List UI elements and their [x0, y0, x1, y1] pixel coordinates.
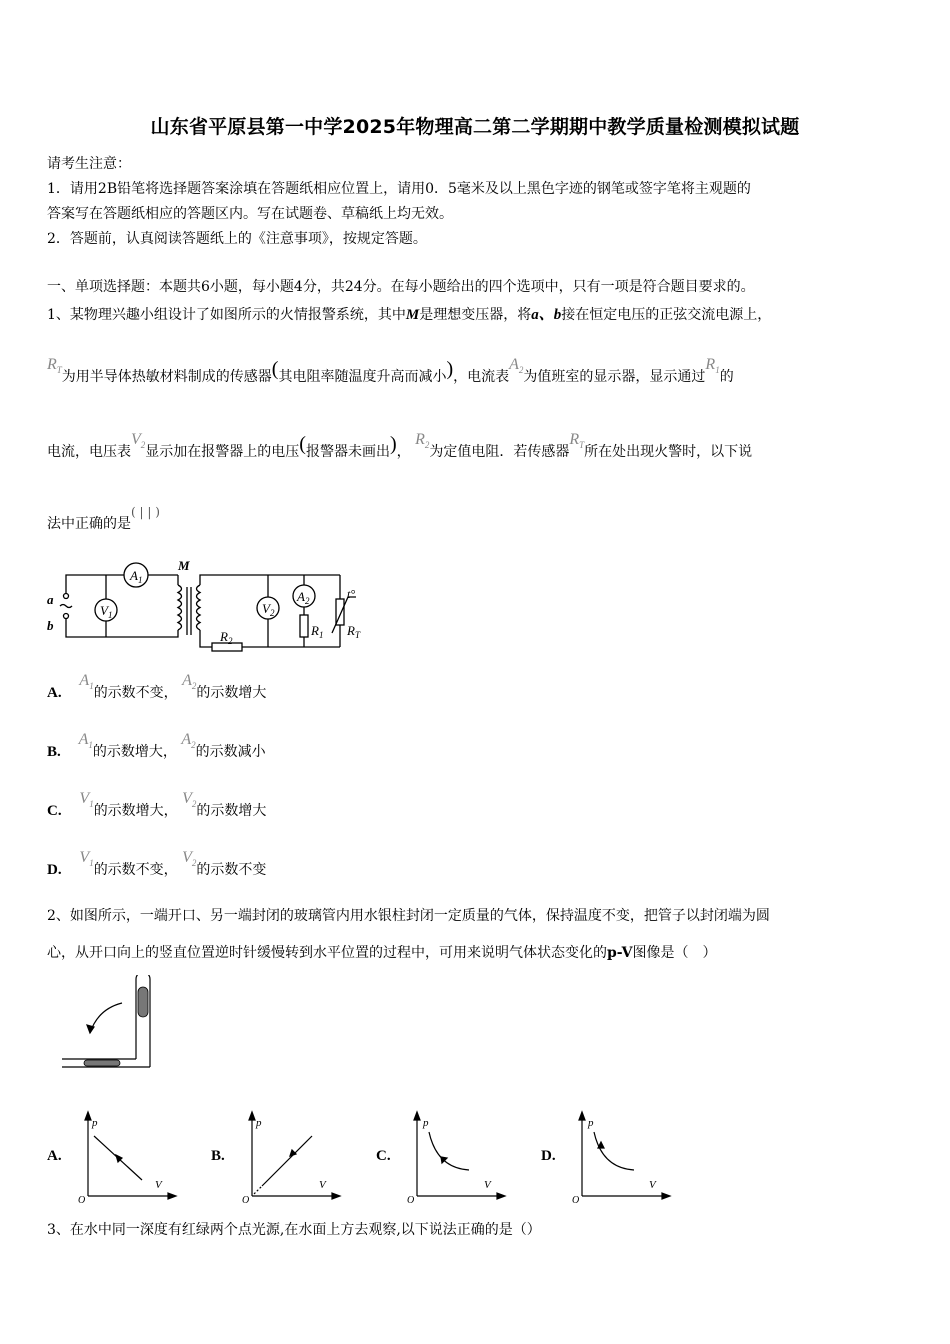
svg-text:O: O: [242, 1195, 250, 1205]
q2-line1: 2、如图所示，一端开口、另一端封闭的玻璃管内用水银柱封闭一定质量的气体，保持温度不变，把管子以封闭端为圆: [47, 908, 770, 924]
symbol-r1: $R_1$: [705, 356, 720, 376]
q1-option-a[interactable]: A. $A_1$的示数不变， $A_2$的示数增大: [47, 672, 267, 701]
svg-text:p: p: [423, 1117, 429, 1129]
svg-text:V: V: [649, 1179, 656, 1191]
svg-text:R2: $R_2$: [220, 629, 233, 646]
symbol-r2: $R_2$: [415, 431, 430, 451]
svg-text:b: b: [47, 618, 54, 633]
q1-option-b[interactable]: B. $A_1$的示数增大， $A_2$的示数减小: [47, 731, 266, 760]
q2-graph-d[interactable]: [570, 1110, 680, 1205]
q2-line2: 心，从开口向上的竖直位置逆时针缓慢转到水平位置的过程中，可用来说明气体状态变化的p-V图像是（ ）: [47, 945, 717, 961]
svg-text:V: V: [155, 1179, 162, 1191]
svg-text:O: O: [572, 1195, 580, 1205]
q2-graph-a[interactable]: [76, 1110, 186, 1205]
notice-heading: 请考生注意：: [47, 156, 131, 172]
symbol-a2: $A_2$: [509, 356, 524, 376]
svg-text:A1: $A_1$: [130, 568, 143, 585]
page-title: 山东省平原县第一中学2025年物理高二第二学期期中教学质量检测模拟试题: [150, 116, 800, 138]
svg-text:p: p: [588, 1117, 594, 1129]
q1-option-d[interactable]: D. $V_1$的示数不变， $V_2$的示数不变: [47, 849, 267, 878]
svg-text:p: p: [92, 1117, 98, 1129]
q3-line1: 3、在水中同一深度有红绿两个点光源,在水面上方去观察,以下说法正确的是（）: [47, 1222, 541, 1238]
q2-option-b-label[interactable]: B.: [211, 1148, 225, 1164]
notice-item1-line2: 答案写在答题纸相应的答题区内。写在试题卷、草稿纸上均无效。: [47, 206, 453, 222]
q2-graph-b[interactable]: [240, 1110, 350, 1205]
svg-text:R1: $R_1$: [311, 623, 324, 640]
q2-option-c-label[interactable]: C.: [376, 1148, 391, 1164]
q1-option-c[interactable]: C. $V_1$的示数增大， $V_2$的示数增大: [47, 790, 267, 819]
q1-line4: 法中正确的是( | | ): [47, 505, 160, 532]
svg-text:V2: $V_2$: [262, 601, 275, 618]
tube-diagram: [58, 975, 163, 1075]
svg-text:A2: $A_2$: [297, 589, 310, 606]
svg-text:V1: $V_1$: [100, 603, 113, 620]
svg-text:RT: $R_T$: [347, 623, 360, 640]
symbol-rt: $R_T$: [47, 356, 62, 376]
q2-option-a-label[interactable]: A.: [47, 1148, 62, 1164]
answer-blank: ( | | ): [131, 505, 160, 519]
svg-text:O: O: [78, 1195, 86, 1205]
svg-text:t°: t°: [347, 587, 356, 601]
q1-line2: $R_T$为用半导体热敏材料制成的传感器(其电阻率随温度升高而减小)，电流表$A_2$为值班室的显示器，显示通过$R_1$的: [47, 356, 734, 385]
section-heading: 一、单项选择题：本题共6小题，每小题4分，共24分。在每小题给出的四个选项中，只有一项是符合题目要求的。: [47, 279, 755, 295]
svg-text:a: a: [47, 592, 54, 607]
q1-line1: 1、某物理兴趣小组设计了如图所示的火情报警系统，其中M是理想变压器，将a、b接在恒定电压的正弦交流电源上，: [47, 307, 772, 323]
svg-text:M: M: [178, 558, 190, 573]
svg-text:p: p: [256, 1117, 262, 1129]
symbol-rt-2: $R_T$: [569, 431, 585, 451]
notice-item1-line1: 1．请用2B铅笔将选择题答案涂填在答题纸相应位置上，请用0．5毫米及以上黑色字迹的钢笔或签字笔将主观题的: [47, 181, 751, 197]
svg-text:V: V: [319, 1179, 326, 1191]
q1-line3: 电流，电压表$V_2$显示加在报警器上的电压(报警器未画出)， $R_2$为定值电阻．若传感器$R_T$所在处出现火警时，以下说: [47, 431, 753, 460]
symbol-v2: $V_2$: [131, 431, 146, 451]
svg-text:V: V: [484, 1179, 491, 1191]
q2-graph-c[interactable]: [405, 1110, 515, 1205]
q2-option-d-label[interactable]: D.: [541, 1148, 556, 1164]
circuit-diagram: [44, 555, 374, 655]
svg-text:O: O: [407, 1195, 415, 1205]
notice-item2: 2．答题前，认真阅读答题纸上的《注意事项》，按规定答题。: [47, 231, 427, 247]
